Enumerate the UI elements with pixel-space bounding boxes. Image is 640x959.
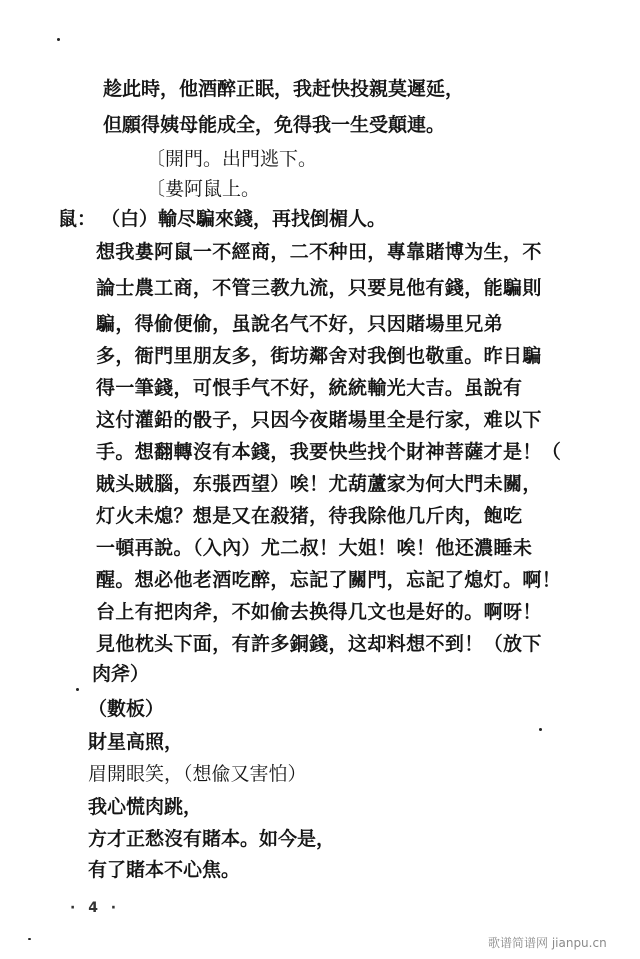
page-number: · 4 · [70,900,121,916]
scan-speck [539,728,542,731]
text-line: 手。想翻轉沒有本錢，我要快些找个財神菩薩才是！（ [96,441,562,463]
text-line: 灯火未熄？想是又在殺猪，待我除他几斤肉，飽吃 [96,505,523,527]
text-line: 趁此時，他酒醉正眠，我赶快投親莫遲延， [103,78,465,100]
scan-speck [57,38,60,41]
text-line: 多，衙門里朋友多，街坊鄰舍对我倒也敬重。昨日騙 [96,345,542,367]
watermark: 歌谱简谱网 jianpu.cn [488,936,607,950]
verse-line: 財星高照， [88,731,184,753]
text-line: 騙，得偷便偷，虽說名气不好，只因賭場里兄弟 [96,313,503,335]
text-line: 一頓再說。（入內）尤二叔！大姐！唉！他还濃睡未 [96,537,533,559]
text-line: 台上有把肉斧，不如偷去换得几文也是好的。啊呀！ [96,601,542,623]
verse-line: 方才正愁沒有賭本。如今是， [88,828,336,850]
stage-direction: 〔開門。出門逃下。 [146,148,318,170]
text-line: （白）輸尽騙來錢，再找倒楣人。 [101,208,387,230]
text-line: 見他枕头下面，有許多銅錢，这却料想不到！（放下 [96,633,542,655]
text-line: 想我婁阿鼠一不經商，二不种田，專靠賭博为生，不 [96,241,542,263]
text-line: 醒。想必他老酒吃醉，忘記了關門，忘記了熄灯。啊！ [96,569,562,591]
stage-direction: 〔婁阿鼠上。 [146,178,261,200]
scan-speck [28,938,31,940]
text-line: 肉斧） [92,663,150,685]
text-line: 这付灌鉛的骰子，只因今夜賭場里全是行家，难以下 [96,409,542,431]
speaker-label: 鼠： [58,208,97,230]
verse-line: 有了賭本不心焦。 [88,859,241,881]
verse-line: 眉開眼笑，（想偸又害怕） [88,763,307,785]
text-line: （數板） [88,698,165,720]
text-line: 但願得姨母能成全，免得我一生受顛連。 [103,114,446,136]
text-line: 論士農工商，不管三教九流，只要見他有錢，能騙則 [96,277,542,299]
text-line: 賊头賊腦，东張西望）唉！尤葫蘆家为何大門未關， [96,473,542,495]
text-line: 得一筆錢，可恨手气不好，統統輸光大吉。虽說有 [96,377,523,399]
verse-line: 我心慌肉跳， [88,796,203,818]
scan-speck [76,688,79,691]
